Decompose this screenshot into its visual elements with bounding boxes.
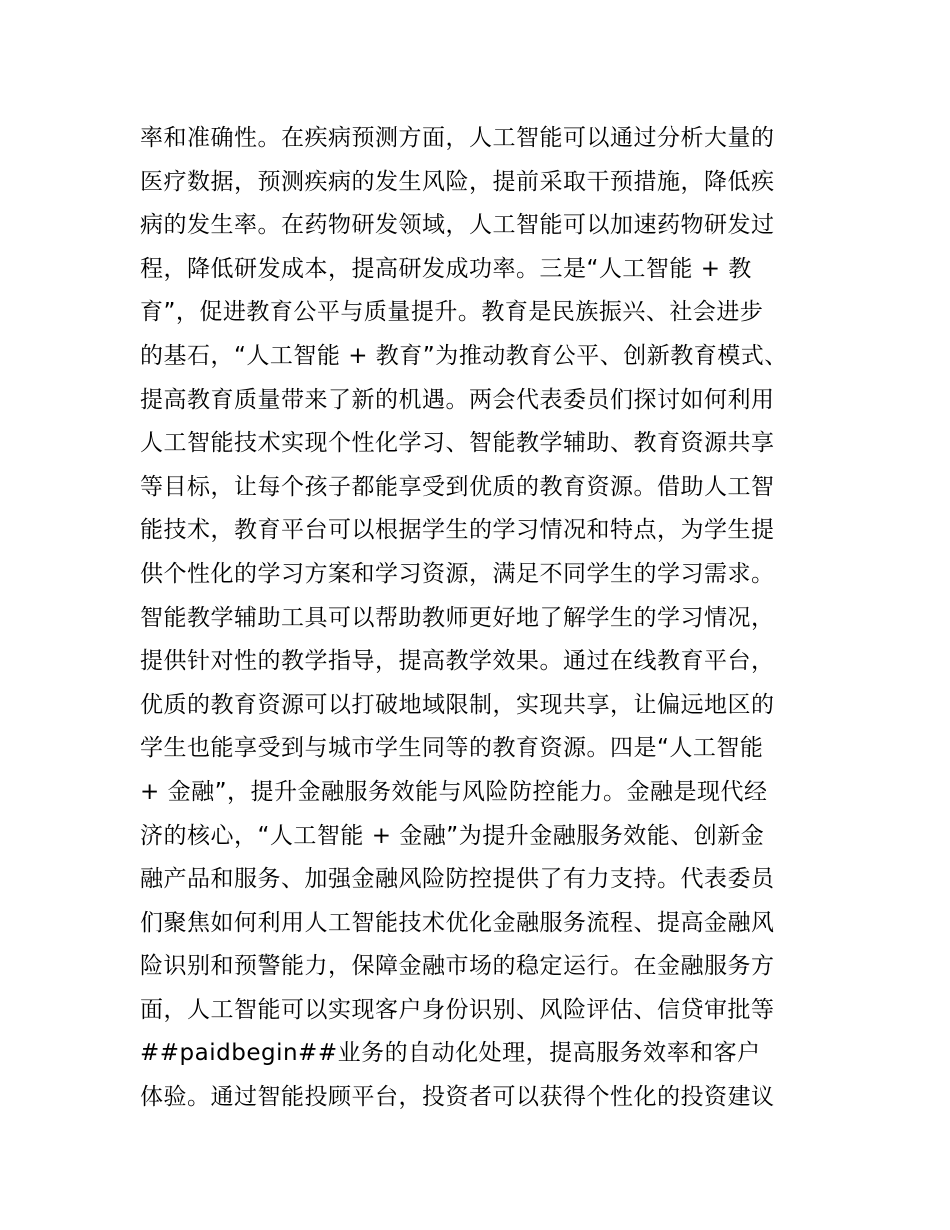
text-line-21: 面，人工智能可以实现客户身份识别、风险评估、信贷审批等 (140, 996, 775, 1023)
text-line-4: 程，降低研发成本，提高研发成功率。三是“人工智能 + 教 (140, 255, 752, 282)
text-line-6: 的基石，“人工智能 + 教育”为推动教育公平、创新教育模式、 (140, 342, 788, 369)
text-line-18: 融产品和服务、加强金融风险防控提供了有力支持。代表委员 (140, 866, 775, 893)
text-line-23: 体验。通过智能投顾平台，投资者可以获得个性化的投资建议 (140, 1084, 775, 1111)
text-line-7: 提高教育质量带来了新的机遇。两会代表委员们探讨如何利用 (140, 386, 775, 413)
text-line-12: 智能教学辅助工具可以帮助教师更好地了解学生的学习情况， (140, 604, 775, 631)
text-line-20: 险识别和预警能力，保障金融市场的稳定运行。在金融服务方 (140, 953, 775, 980)
text-line-16: + 金融”，提升金融服务效能与风险防控能力。金融是现代经 (140, 778, 768, 805)
text-line-17: 济的核心，“人工智能 + 金融”为提升金融服务效能、创新金 (140, 822, 765, 849)
text-line-3: 病的发生率。在药物研发领域，人工智能可以加速药物研发过 (140, 212, 775, 239)
text-line-8: 人工智能技术实现个性化学习、智能教学辅助、教育资源共享 (140, 430, 775, 457)
text-line-14: 优质的教育资源可以打破地域限制，实现共享，让偏远地区的 (140, 691, 775, 718)
text-line-1: 率和准确性。在疾病预测方面，人工智能可以通过分析大量的 (140, 125, 775, 151)
text-line-5: 育”，促进教育公平与质量提升。教育是民族振兴、社会进步 (140, 299, 764, 326)
text-line-2: 医疗数据，预测疾病的发生风险，提前采取干预措施，降低疾 (140, 168, 775, 195)
text-line-9: 等目标，让每个孩子都能享受到优质的教育资源。借助人工智 (140, 473, 775, 500)
text-line-11: 供个性化的学习方案和学习资源，满足不同学生的学习需求。 (140, 560, 775, 587)
text-line-15: 学生也能享受到与城市学生同等的教育资源。四是“人工智能 (140, 735, 764, 762)
text-line-13: 提供针对性的教学指导，提高教学效果。通过在线教育平台， (140, 648, 775, 675)
text-line-10: 能技术，教育平台可以根据学生的学习情况和特点，为学生提 (140, 517, 775, 544)
text-line-22: ##paidbegin##业务的自动化处理，提高服务效率和客户 (140, 1040, 761, 1067)
body-text (140, 117, 940, 1120)
text-line-19: 们聚焦如何利用人工智能技术优化金融服务流程、提高金融风 (140, 909, 775, 936)
